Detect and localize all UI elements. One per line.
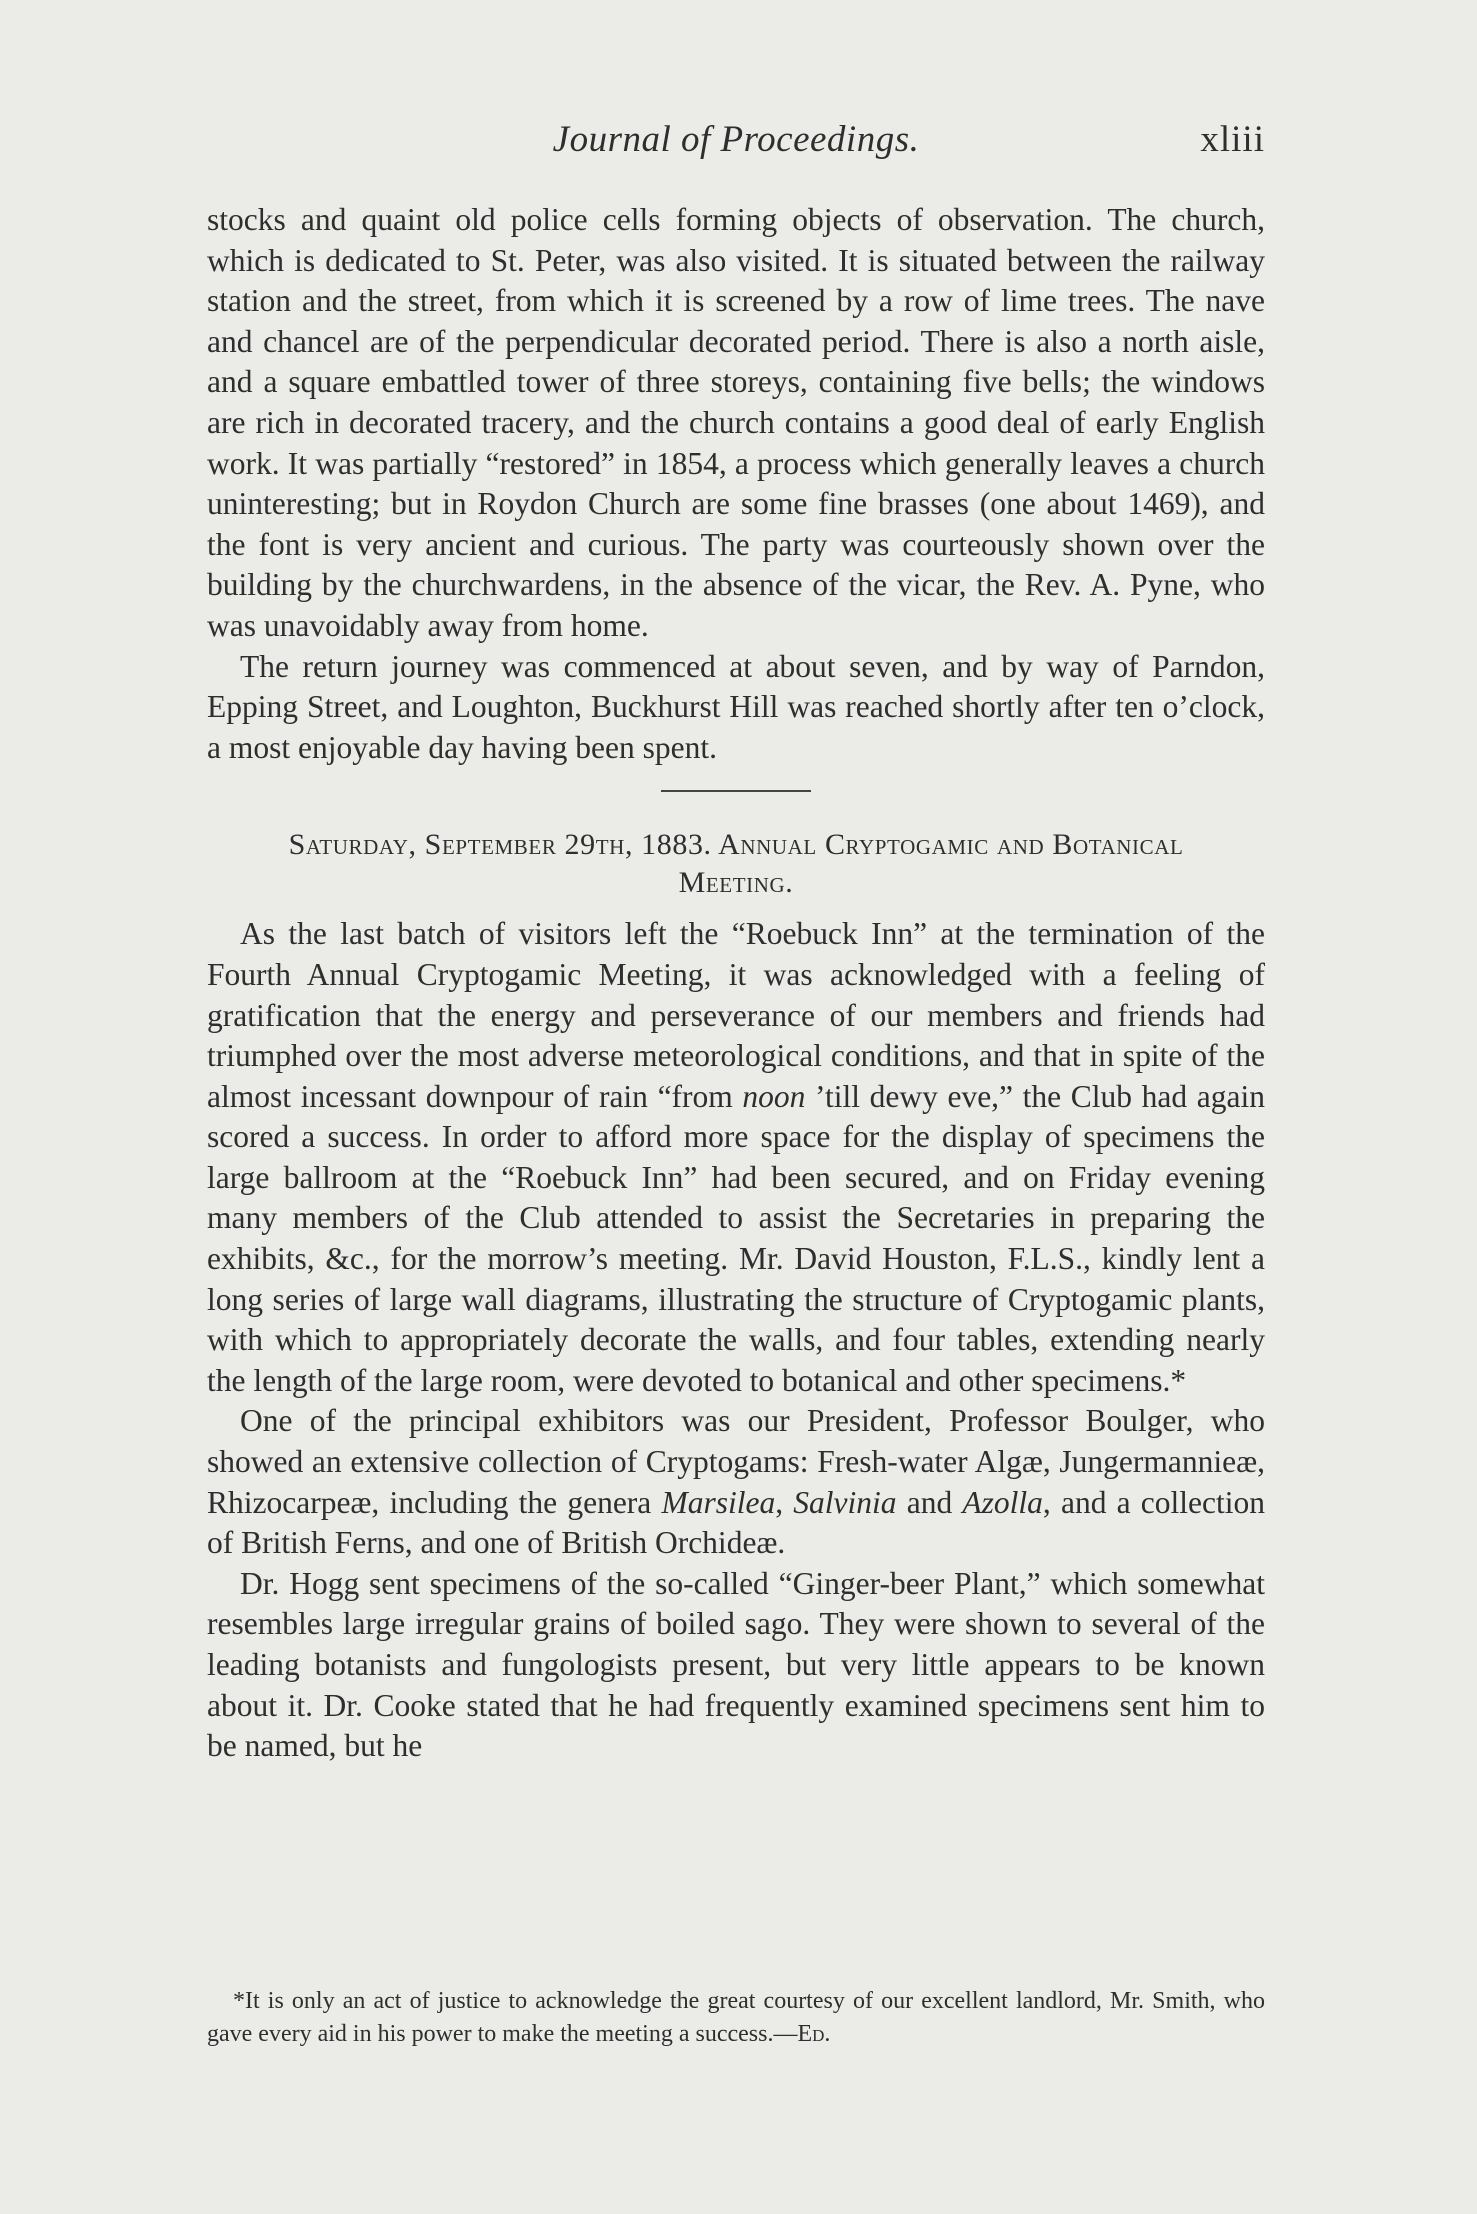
paragraph-text: ’till dewy eve,” the Club had again scored a success. In order to afford more space for the display of specimens the large ballroom at the “Roebuck Inn” had been secured, and on Friday evening many members of the Club attended to assist the Secretaries in preparing the exhibits, &c., for the morrow’s meeting. Mr. David Houston, F.L.S., kindly lent a long series of large wall diagrams, illustrating the structure of Cryptogamic plants, with which to appropriately decorate the walls, and four tables, extending nearly the length of the large room, were devoted to botanical and other specimens.* bbox=[207, 1078, 1266, 1398]
footnote-text: *It is only an act of justice to acknowledge the great courtesy of our excellent landlord, Mr. Smith, who gave every aid in his power to make the meeting a success.— bbox=[207, 1988, 1265, 2047]
paragraph-text: As the last batch of visitors left the “Roebuck Inn” at the termination of the Fourth Annual Cryptogamic Meeting, it was acknowledged with a feeling of gratification that the energy and perseverance of our members and friends had triumphed over the most adverse meteorological conditions, and that in spite of the almost incessant downpour of rain “from bbox=[207, 916, 1265, 1114]
section-heading-line-1: Saturday, September 29th, 1883. Annual Cryptogamic and Botanical bbox=[288, 828, 1184, 862]
paragraph-ginger-beer-plant: Dr. Hogg sent specimens of the so-called “Ginger-beer Plant,” which somewhat resembles large irregular grains of boiled sago. They were shown to several of the leading botanists and fungologists present, but very little appears to be known about it. Dr. Cooke stated that he had frequently examined specimens sent him to be named, but he bbox=[207, 1565, 1265, 1764]
genus-name: Salvinia bbox=[793, 1484, 897, 1520]
body-text bbox=[207, 200, 1265, 1767]
running-title: Journal of Proceedings. bbox=[552, 119, 920, 160]
paragraph-text: , and a collection of British Ferns, and one of British Orchideæ. bbox=[207, 1484, 1266, 1561]
paragraph-church: stocks and quaint old police cells forming objects of observation. The church, which is dedicated to St. Peter, was also visited. It is situated between the railway station and the street, from which it is screened by a row of lime trees. The nave and chancel are of the perpendicular decorated period. There is also a north aisle, and a square embattled tower of three storeys, containing five bells; the windows are rich in decorated tracery, and the church contains a good deal of early English work. It was partially “restored” in 1854, a process which generally leaves a church uninteresting; but in Roydon Church are some fine brasses (one about 1469), and the font is very ancient and curious. The party was courteously shown over the building by the churchwardens, in the absence of the vicar, the Rev. A. Pyne, who was unavoidably away from home. bbox=[207, 202, 1265, 643]
paragraph-text: , bbox=[775, 1484, 794, 1520]
footnote bbox=[207, 1985, 1265, 2051]
paragraph-cryptogamic-meeting bbox=[207, 914, 1265, 1401]
section-divider bbox=[661, 790, 811, 792]
paragraph-text: One of the principal exhibitors was our President, Professor Boulger, who showed an extensive collection of Cryptogams: Fresh-water Algæ, Jungermannieæ, Rhizocarpeæ, including the genera bbox=[207, 1403, 1265, 1520]
paragraph-president-exhibits bbox=[207, 1401, 1265, 1563]
paragraph-return-journey: The return journey was commenced at about seven, and by way of Parndon, Epping Street, and Loughton, Buckhurst Hill was reached shortly after ten o’clock, a most enjoyable day having been spent. bbox=[207, 648, 1265, 765]
page-number: xliii bbox=[1200, 119, 1265, 160]
paragraph-text: and bbox=[896, 1484, 963, 1520]
footnote-editor: Ed. bbox=[797, 2021, 831, 2047]
genus-name: Azolla bbox=[962, 1484, 1043, 1520]
page-header bbox=[207, 118, 1265, 168]
italic-word: noon bbox=[742, 1078, 806, 1114]
section-heading bbox=[207, 826, 1265, 902]
section-heading-line-2: Meeting. bbox=[678, 866, 794, 900]
genus-name: Marsilea bbox=[661, 1484, 776, 1520]
